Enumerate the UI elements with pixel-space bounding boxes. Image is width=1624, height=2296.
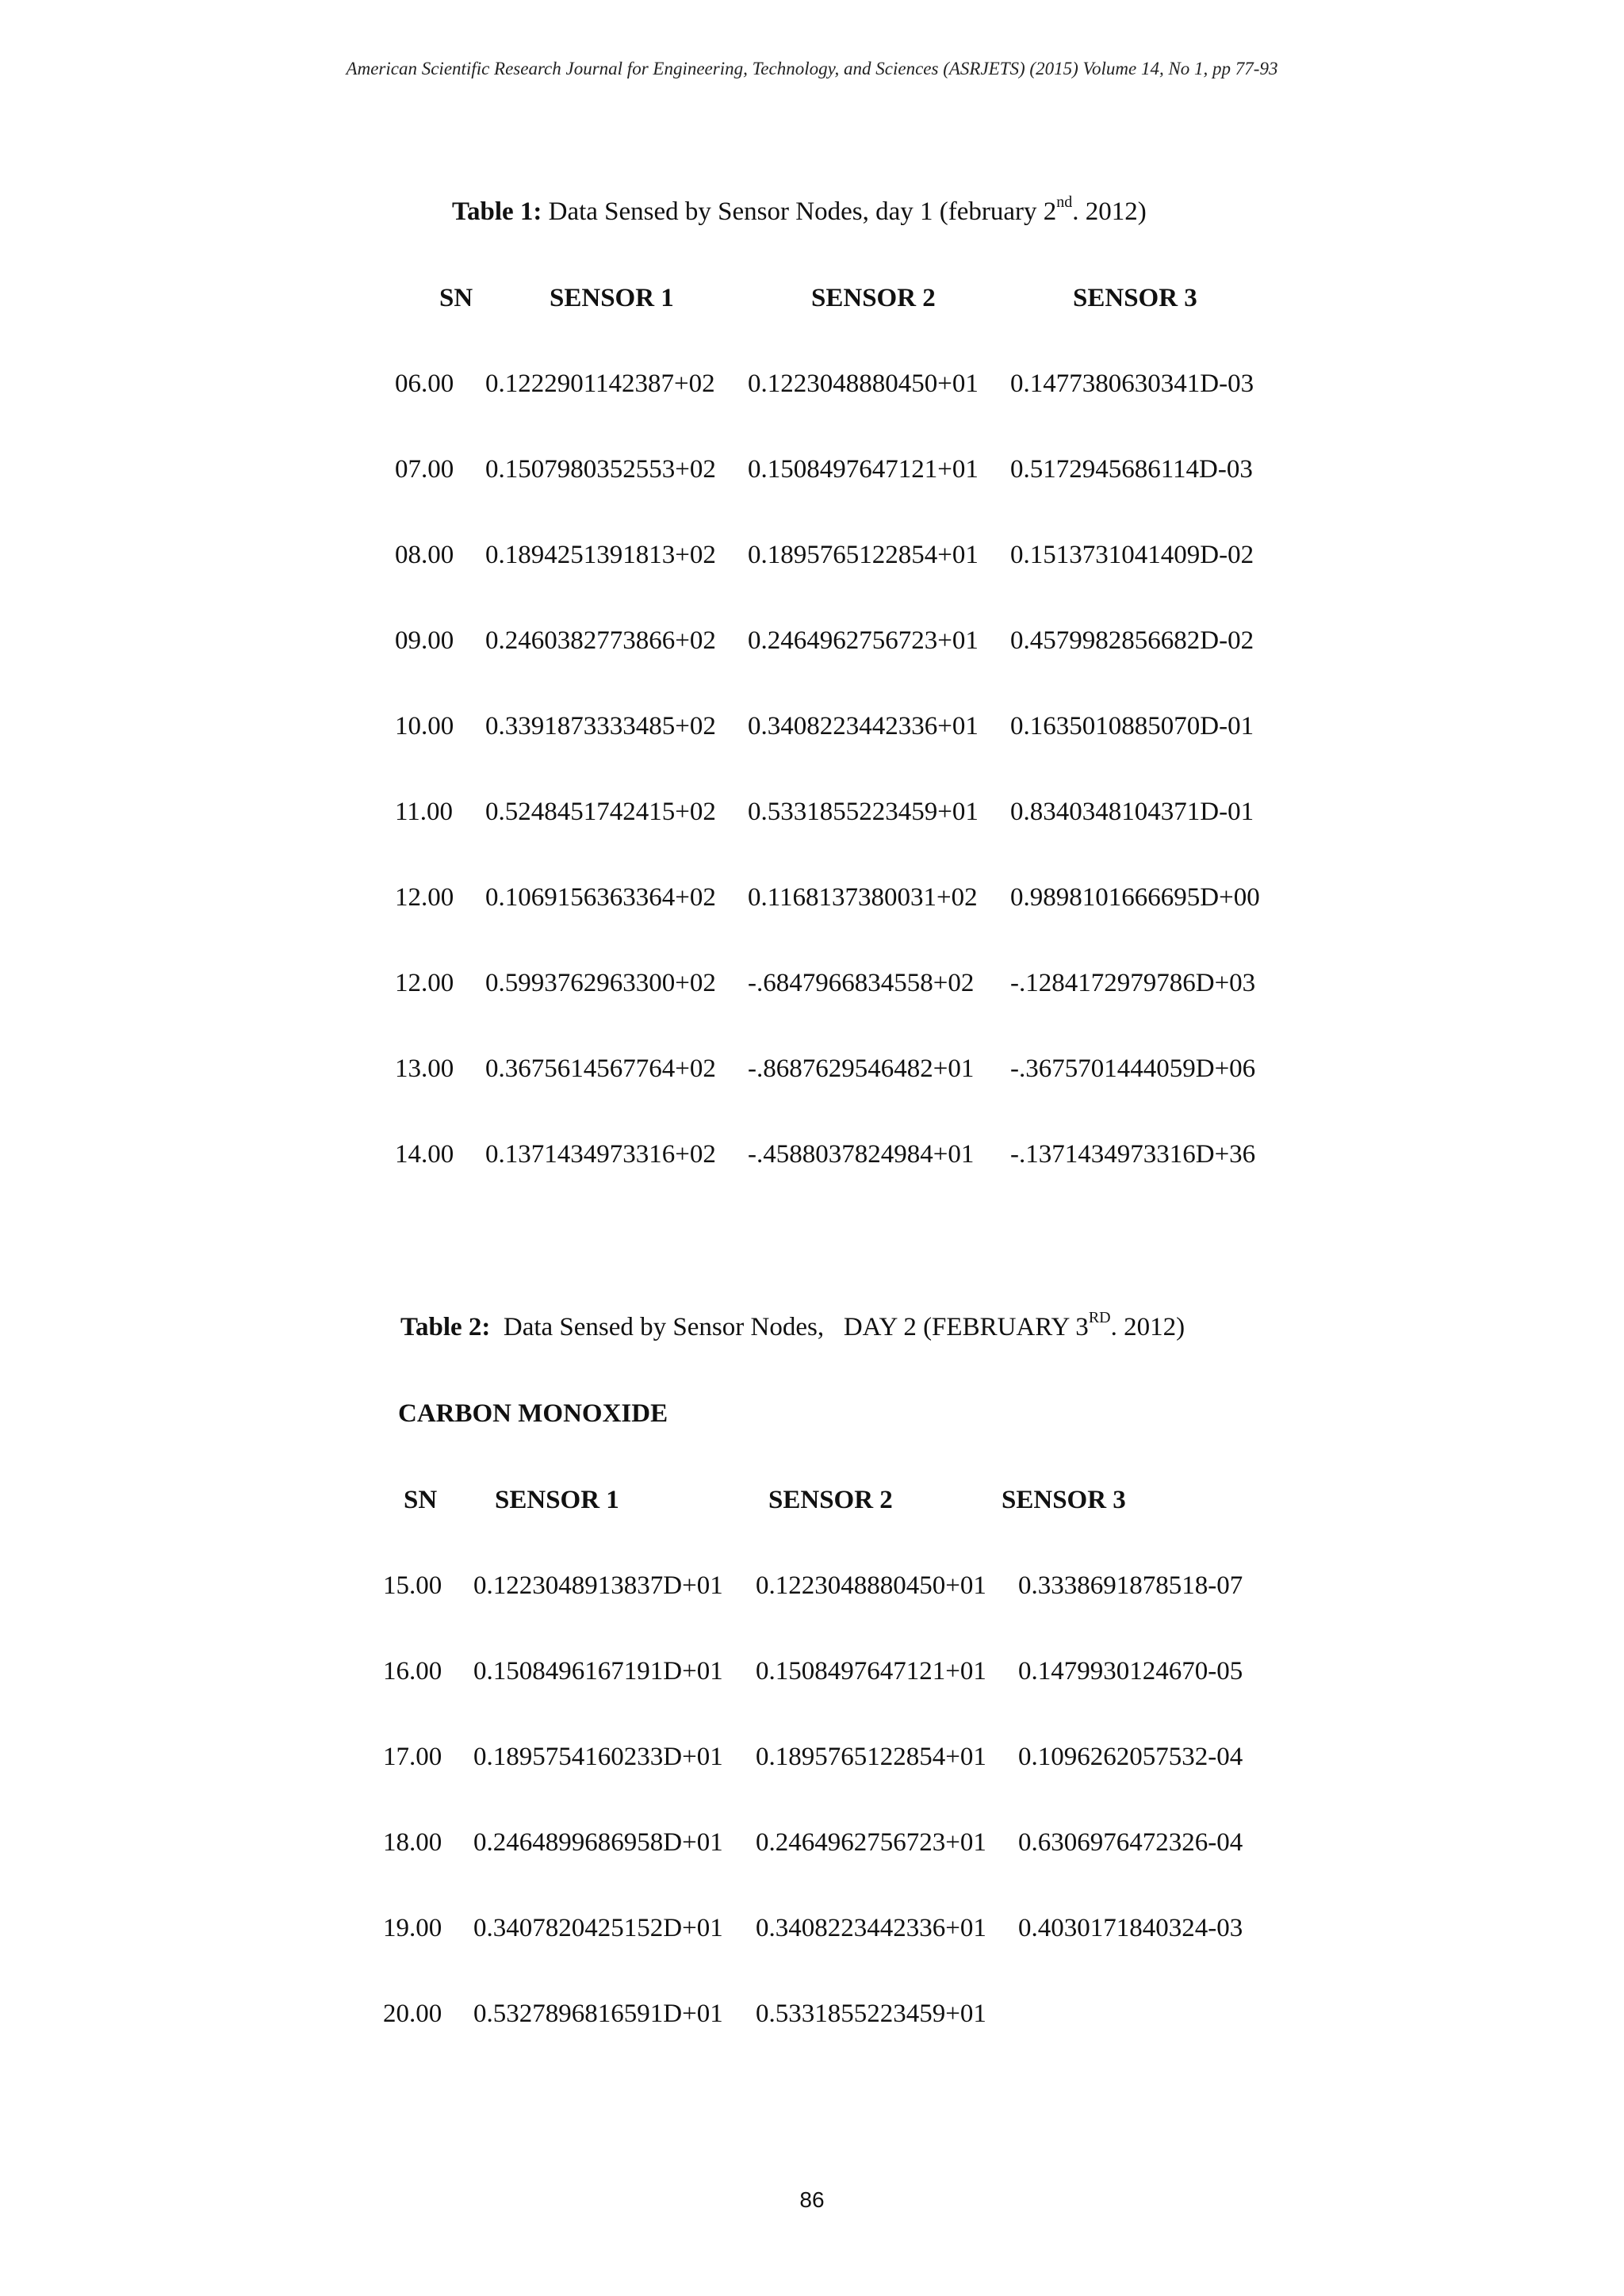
sensor3-cell: 0.3338691878518-07 — [1018, 1571, 1243, 1600]
sensor1-cell: 0.1223048913837D+01 — [473, 1571, 723, 1600]
sensor1-cell: 0.1222901142387+02 — [485, 369, 715, 398]
sensor2-cell: 0.1223048880450+01 — [748, 369, 979, 398]
table1-col-sensor2: SENSOR 2 — [811, 284, 936, 312]
sensor1-cell: 0.3675614567764+02 — [485, 1054, 716, 1083]
table1-label: Table 1: — [452, 197, 542, 226]
sn-cell: 16.00 — [383, 1657, 442, 1686]
sn-cell: 07.00 — [395, 455, 454, 484]
sensor3-cell: 0.6306976472326-04 — [1018, 1828, 1243, 1857]
sensor1-cell: 0.1508496167191D+01 — [473, 1657, 723, 1686]
table2-caption-text: Data Sensed by Sensor Nodes, DAY 2 (FEBRUARY 3 — [490, 1313, 1089, 1341]
sn-cell: 09.00 — [395, 626, 454, 655]
sensor3-cell: 0.1479930124670-05 — [1018, 1657, 1243, 1686]
sn-cell: 13.00 — [395, 1054, 454, 1083]
sensor1-cell: 0.1507980352553+02 — [485, 455, 716, 484]
sensor3-cell: 0.4030171840324-03 — [1018, 1914, 1243, 1942]
table1-col-sensor1: SENSOR 1 — [550, 284, 674, 312]
sensor3-cell: 0.8340348104371D-01 — [1010, 798, 1254, 826]
sensor2-cell: 0.5331855223459+01 — [756, 1999, 986, 2028]
sensor2-cell: 0.1508497647121+01 — [756, 1657, 986, 1686]
table2-caption-end: . 2012) — [1110, 1313, 1185, 1341]
table1-col-sensor3: SENSOR 3 — [1073, 284, 1197, 312]
sensor1-cell: 0.1895754160233D+01 — [473, 1743, 723, 1771]
sensor1-cell: 0.3391873333485+02 — [485, 712, 716, 740]
table1-caption — [452, 193, 1147, 227]
sensor2-cell: 0.1223048880450+01 — [756, 1571, 986, 1600]
journal-header: American Scientific Research Journal for Engineering, Technology, and Sciences (ASRJETS) (2015) Volume 14, No 1, pp 77-93 — [346, 59, 1278, 78]
sensor1-cell: 0.1371434973316+02 — [485, 1140, 716, 1169]
sn-cell: 20.00 — [383, 1999, 442, 2028]
table2-label: Table 2: — [400, 1313, 491, 1341]
sensor2-cell: 0.5331855223459+01 — [748, 798, 979, 826]
sensor2-cell: 0.1168137380031+02 — [748, 883, 978, 912]
sensor3-cell: 0.9898101666695D+00 — [1010, 883, 1260, 912]
sensor2-cell: -.4588037824984+01 — [748, 1140, 975, 1169]
table1-caption-text: Data Sensed by Sensor Nodes, day 1 (february 2 — [542, 197, 1057, 226]
sensor2-cell: 0.1508497647121+01 — [748, 455, 979, 484]
sensor3-cell: -.3675701444059D+06 — [1010, 1054, 1256, 1083]
sensor3-cell: 0.1513731041409D-02 — [1010, 541, 1254, 569]
table2-col-sensor3: SENSOR 3 — [1002, 1486, 1126, 1514]
sn-cell: 11.00 — [395, 798, 454, 826]
sensor2-cell: -.8687629546482+01 — [748, 1054, 975, 1083]
table2-col-sensor1: SENSOR 1 — [495, 1486, 619, 1514]
sensor2-cell: 0.2464962756723+01 — [748, 626, 979, 655]
sensor2-cell: 0.1895765122854+01 — [748, 541, 979, 569]
sensor3-cell: 0.5172945686114D-03 — [1010, 455, 1253, 484]
sensor3-cell: 0.4579982856682D-02 — [1010, 626, 1254, 655]
sensor1-cell: 0.5248451742415+02 — [485, 798, 716, 826]
sn-cell: 12.00 — [395, 969, 454, 997]
sensor1-cell: 0.2460382773866+02 — [485, 626, 716, 655]
sn-cell: 18.00 — [383, 1828, 442, 1857]
sn-cell: 08.00 — [395, 541, 454, 569]
table1-caption-sup: nd — [1056, 193, 1073, 211]
sn-cell: 12.00 — [395, 883, 454, 912]
sensor2-cell: 0.3408223442336+01 — [748, 712, 979, 740]
sn-cell: 19.00 — [383, 1914, 442, 1942]
page-number: 86 — [799, 2187, 825, 2212]
table2-col-sn: SN — [404, 1486, 438, 1514]
sn-cell: 06.00 — [395, 369, 454, 398]
sensor3-cell: 0.1096262057532-04 — [1018, 1743, 1243, 1771]
sensor1-cell: 0.2464899686958D+01 — [473, 1828, 723, 1857]
table2-subtitle: CARBON MONOXIDE — [398, 1399, 668, 1428]
sensor1-cell: 0.1069156363364+02 — [485, 883, 716, 912]
sensor1-cell: 0.3407820425152D+01 — [473, 1914, 723, 1942]
table2-caption — [400, 1309, 1185, 1342]
sn-cell: 14.00 — [395, 1140, 454, 1169]
sensor1-cell: 0.1894251391813+02 — [485, 541, 716, 569]
sn-cell: 10.00 — [395, 712, 454, 740]
table2-caption-sup: RD — [1088, 1309, 1111, 1326]
table2-col-sensor2: SENSOR 2 — [768, 1486, 893, 1514]
table1-caption-end: . 2012) — [1072, 197, 1147, 226]
sensor3-cell: 0.1635010885070D-01 — [1010, 712, 1254, 740]
sensor1-cell: 0.5993762963300+02 — [485, 969, 716, 997]
sensor3-cell: 0.1477380630341D-03 — [1010, 369, 1254, 398]
sn-cell: 17.00 — [383, 1743, 442, 1771]
sensor2-cell: 0.1895765122854+01 — [756, 1743, 986, 1771]
table1-col-sn: SN — [439, 284, 473, 312]
sensor2-cell: 0.3408223442336+01 — [756, 1914, 986, 1942]
sn-cell: 15.00 — [383, 1571, 442, 1600]
sensor1-cell: 0.5327896816591D+01 — [473, 1999, 723, 2028]
sensor2-cell: 0.2464962756723+01 — [756, 1828, 986, 1857]
sensor2-cell: -.6847966834558+02 — [748, 969, 975, 997]
sensor3-cell: -.1371434973316D+36 — [1010, 1140, 1256, 1169]
sensor3-cell: -.1284172979786D+03 — [1010, 969, 1256, 997]
